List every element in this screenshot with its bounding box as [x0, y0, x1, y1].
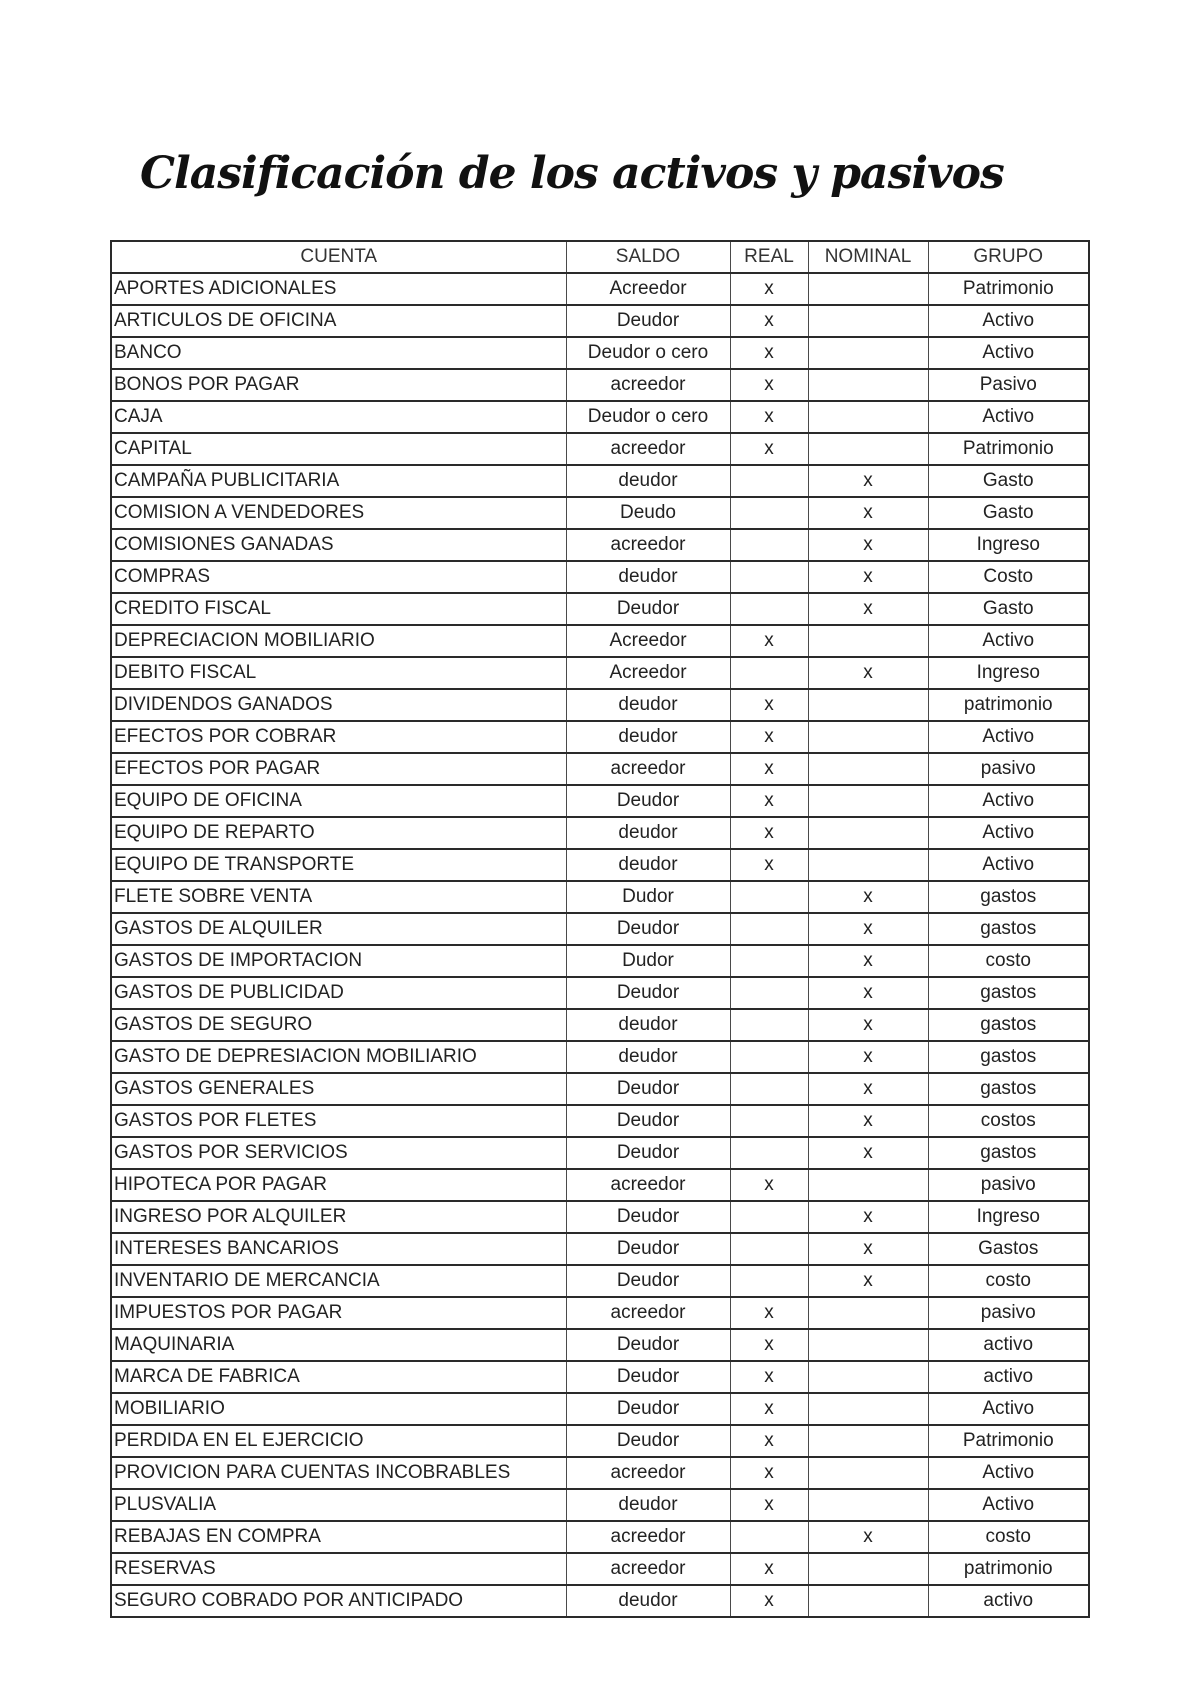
cell-real: x	[730, 1425, 808, 1457]
cell-real	[730, 1105, 808, 1137]
cell-real: x	[730, 433, 808, 465]
table-row	[111, 977, 1089, 1009]
cell-real	[730, 1265, 808, 1297]
cell-cuenta: EQUIPO DE TRANSPORTE	[111, 849, 566, 881]
cell-grupo: Pasivo	[928, 369, 1089, 401]
cell-real	[730, 593, 808, 625]
cell-grupo: gastos	[928, 1073, 1089, 1105]
cell-nominal	[808, 1393, 928, 1425]
table-row	[111, 1233, 1089, 1265]
cell-grupo: Patrimonio	[928, 433, 1089, 465]
cell-cuenta: EQUIPO DE REPARTO	[111, 817, 566, 849]
cell-grupo: pasivo	[928, 753, 1089, 785]
cell-nominal: x	[808, 1521, 928, 1553]
cell-cuenta: CAMPAÑA PUBLICITARIA	[111, 465, 566, 497]
cell-cuenta: GASTOS DE SEGURO	[111, 1009, 566, 1041]
cell-nominal	[808, 1585, 928, 1617]
table-row	[111, 1009, 1089, 1041]
table-row	[111, 1521, 1089, 1553]
cell-grupo: costo	[928, 945, 1089, 977]
cell-real: x	[730, 369, 808, 401]
cell-grupo: activo	[928, 1361, 1089, 1393]
cell-nominal: x	[808, 593, 928, 625]
cell-grupo: gastos	[928, 977, 1089, 1009]
cell-nominal	[808, 337, 928, 369]
cell-nominal: x	[808, 1073, 928, 1105]
cell-saldo: acreedor	[566, 1457, 730, 1489]
cell-nominal: x	[808, 529, 928, 561]
cell-saldo: Dudor	[566, 881, 730, 913]
cell-grupo: Activo	[928, 1457, 1089, 1489]
cell-cuenta: COMISION A VENDEDORES	[111, 497, 566, 529]
cell-grupo: Activo	[928, 1393, 1089, 1425]
table-row	[111, 369, 1089, 401]
table-row	[111, 1361, 1089, 1393]
cell-real: x	[730, 817, 808, 849]
cell-saldo: acreedor	[566, 1297, 730, 1329]
cell-nominal	[808, 753, 928, 785]
cell-grupo: Patrimonio	[928, 273, 1089, 305]
table-row	[111, 497, 1089, 529]
table-row	[111, 1393, 1089, 1425]
table-row	[111, 1169, 1089, 1201]
cell-cuenta: INTERESES BANCARIOS	[111, 1233, 566, 1265]
cell-cuenta: MARCA DE FABRICA	[111, 1361, 566, 1393]
cell-saldo: acreedor	[566, 753, 730, 785]
cell-cuenta: DEBITO FISCAL	[111, 657, 566, 689]
cell-real: x	[730, 1585, 808, 1617]
cell-real: x	[730, 1457, 808, 1489]
cell-cuenta: DEPRECIACION MOBILIARIO	[111, 625, 566, 657]
cell-real: x	[730, 625, 808, 657]
cell-nominal: x	[808, 561, 928, 593]
cell-saldo: deudor	[566, 849, 730, 881]
cell-cuenta: EFECTOS POR COBRAR	[111, 721, 566, 753]
cell-nominal	[808, 1361, 928, 1393]
cell-saldo: deudor	[566, 1009, 730, 1041]
cell-real: x	[730, 305, 808, 337]
cell-nominal: x	[808, 1233, 928, 1265]
cell-nominal	[808, 721, 928, 753]
cell-saldo: deudor	[566, 465, 730, 497]
cell-real	[730, 881, 808, 913]
cell-nominal: x	[808, 1201, 928, 1233]
cell-real	[730, 1233, 808, 1265]
cell-cuenta: APORTES ADICIONALES	[111, 273, 566, 305]
cell-cuenta: BONOS POR PAGAR	[111, 369, 566, 401]
cell-real: x	[730, 1489, 808, 1521]
cell-cuenta: GASTOS DE ALQUILER	[111, 913, 566, 945]
cell-nominal: x	[808, 913, 928, 945]
page-title: Clasificación de los activos y pasivos	[140, 148, 1004, 199]
cell-real: x	[730, 1329, 808, 1361]
cell-real	[730, 1041, 808, 1073]
cell-grupo: costo	[928, 1521, 1089, 1553]
cell-real: x	[730, 689, 808, 721]
cell-cuenta: GASTO DE DEPRESIACION MOBILIARIO	[111, 1041, 566, 1073]
cell-saldo: Dudor	[566, 945, 730, 977]
cell-cuenta: EQUIPO DE OFICINA	[111, 785, 566, 817]
cell-real	[730, 1009, 808, 1041]
cell-nominal	[808, 689, 928, 721]
table-row	[111, 785, 1089, 817]
table-row	[111, 1201, 1089, 1233]
cell-nominal: x	[808, 1105, 928, 1137]
table-row	[111, 337, 1089, 369]
cell-nominal	[808, 1553, 928, 1585]
cell-real: x	[730, 849, 808, 881]
cell-saldo: acreedor	[566, 1553, 730, 1585]
table-body	[111, 273, 1089, 1617]
table-row	[111, 817, 1089, 849]
cell-nominal	[808, 625, 928, 657]
cell-real: x	[730, 401, 808, 433]
table-row	[111, 1425, 1089, 1457]
cell-cuenta: MAQUINARIA	[111, 1329, 566, 1361]
cell-grupo: Activo	[928, 337, 1089, 369]
cell-saldo: Deudor	[566, 1393, 730, 1425]
cell-cuenta: GASTOS GENERALES	[111, 1073, 566, 1105]
table-row	[111, 401, 1089, 433]
cell-grupo: gastos	[928, 913, 1089, 945]
cell-saldo: Deudor	[566, 1329, 730, 1361]
cell-grupo: costos	[928, 1105, 1089, 1137]
cell-nominal	[808, 305, 928, 337]
table-row	[111, 273, 1089, 305]
table-row	[111, 465, 1089, 497]
cell-grupo: Gastos	[928, 1233, 1089, 1265]
cell-nominal	[808, 817, 928, 849]
cell-cuenta: PROVICION PARA CUENTAS INCOBRABLES	[111, 1457, 566, 1489]
table-header	[111, 241, 1089, 273]
cell-cuenta: FLETE SOBRE VENTA	[111, 881, 566, 913]
cell-real: x	[730, 273, 808, 305]
table-row	[111, 593, 1089, 625]
cell-cuenta: PLUSVALIA	[111, 1489, 566, 1521]
cell-saldo: Deudor	[566, 305, 730, 337]
cell-nominal	[808, 1457, 928, 1489]
cell-real: x	[730, 1297, 808, 1329]
cell-saldo: deudor	[566, 1489, 730, 1521]
cell-cuenta: MOBILIARIO	[111, 1393, 566, 1425]
cell-saldo: deudor	[566, 1585, 730, 1617]
header-saldo: SALDO	[566, 241, 730, 273]
cell-real: x	[730, 721, 808, 753]
table-row	[111, 1585, 1089, 1617]
cell-grupo: Activo	[928, 785, 1089, 817]
cell-grupo: activo	[928, 1329, 1089, 1361]
table-row	[111, 561, 1089, 593]
cell-grupo: gastos	[928, 1009, 1089, 1041]
cell-saldo: acreedor	[566, 529, 730, 561]
cell-real: x	[730, 337, 808, 369]
cell-saldo: Deudo	[566, 497, 730, 529]
cell-real: x	[730, 785, 808, 817]
cell-grupo: Activo	[928, 625, 1089, 657]
cell-real	[730, 1201, 808, 1233]
table-row	[111, 305, 1089, 337]
table-row	[111, 1137, 1089, 1169]
cell-real	[730, 657, 808, 689]
cell-saldo: Deudor	[566, 1233, 730, 1265]
cell-grupo: Ingreso	[928, 1201, 1089, 1233]
table-row	[111, 1265, 1089, 1297]
table-row	[111, 721, 1089, 753]
cell-saldo: deudor	[566, 561, 730, 593]
cell-grupo: gastos	[928, 1041, 1089, 1073]
cell-real	[730, 913, 808, 945]
table-row	[111, 753, 1089, 785]
cell-real	[730, 561, 808, 593]
table-row	[111, 1457, 1089, 1489]
cell-cuenta: DIVIDENDOS GANADOS	[111, 689, 566, 721]
cell-nominal	[808, 369, 928, 401]
cell-real	[730, 497, 808, 529]
cell-nominal	[808, 1297, 928, 1329]
cell-real: x	[730, 1169, 808, 1201]
cell-nominal	[808, 401, 928, 433]
cell-saldo: acreedor	[566, 369, 730, 401]
cell-grupo: patrimonio	[928, 1553, 1089, 1585]
cell-real	[730, 529, 808, 561]
cell-saldo: acreedor	[566, 1521, 730, 1553]
cell-grupo: gastos	[928, 1137, 1089, 1169]
cell-nominal	[808, 785, 928, 817]
cell-grupo: pasivo	[928, 1297, 1089, 1329]
cell-nominal	[808, 433, 928, 465]
cell-cuenta: INGRESO POR ALQUILER	[111, 1201, 566, 1233]
table-row	[111, 529, 1089, 561]
cell-grupo: pasivo	[928, 1169, 1089, 1201]
cell-cuenta: ARTICULOS DE OFICINA	[111, 305, 566, 337]
table-row	[111, 1105, 1089, 1137]
cell-saldo: deudor	[566, 1041, 730, 1073]
cell-cuenta: GASTOS DE IMPORTACION	[111, 945, 566, 977]
cell-cuenta: CREDITO FISCAL	[111, 593, 566, 625]
cell-real	[730, 977, 808, 1009]
cell-cuenta: GASTOS POR FLETES	[111, 1105, 566, 1137]
cell-saldo: Deudor	[566, 1105, 730, 1137]
cell-grupo: Ingreso	[928, 657, 1089, 689]
table-row	[111, 1553, 1089, 1585]
table-row	[111, 625, 1089, 657]
cell-grupo: Activo	[928, 721, 1089, 753]
table-row	[111, 849, 1089, 881]
cell-cuenta: COMPRAS	[111, 561, 566, 593]
cell-saldo: deudor	[566, 689, 730, 721]
cell-nominal: x	[808, 1009, 928, 1041]
cell-cuenta: EFECTOS POR PAGAR	[111, 753, 566, 785]
cell-nominal: x	[808, 945, 928, 977]
cell-grupo: Activo	[928, 817, 1089, 849]
cell-saldo: Deudor	[566, 1137, 730, 1169]
cell-nominal: x	[808, 1041, 928, 1073]
cell-cuenta: RESERVAS	[111, 1553, 566, 1585]
cell-grupo: gastos	[928, 881, 1089, 913]
cell-real	[730, 1521, 808, 1553]
cell-grupo: Costo	[928, 561, 1089, 593]
cell-grupo: Activo	[928, 1489, 1089, 1521]
cell-saldo: Deudor	[566, 1073, 730, 1105]
cell-saldo: Deudor	[566, 1425, 730, 1457]
cell-nominal	[808, 273, 928, 305]
cell-nominal: x	[808, 465, 928, 497]
header-real: REAL	[730, 241, 808, 273]
cell-nominal	[808, 1425, 928, 1457]
cell-cuenta: INVENTARIO DE MERCANCIA	[111, 1265, 566, 1297]
cell-saldo: acreedor	[566, 433, 730, 465]
cell-saldo: Deudor o cero	[566, 401, 730, 433]
cell-saldo: Deudor	[566, 785, 730, 817]
cell-saldo: acreedor	[566, 1169, 730, 1201]
cell-cuenta: SEGURO COBRADO POR ANTICIPADO	[111, 1585, 566, 1617]
table-row	[111, 433, 1089, 465]
cell-nominal: x	[808, 1137, 928, 1169]
cell-saldo: Deudor o cero	[566, 337, 730, 369]
cell-nominal: x	[808, 881, 928, 913]
header-row	[111, 241, 1089, 273]
cell-real	[730, 945, 808, 977]
cell-nominal	[808, 849, 928, 881]
cell-grupo: Activo	[928, 305, 1089, 337]
cell-real	[730, 1137, 808, 1169]
cell-real: x	[730, 753, 808, 785]
cell-saldo: Deudor	[566, 1265, 730, 1297]
cell-nominal	[808, 1169, 928, 1201]
table-row	[111, 657, 1089, 689]
cell-grupo: Ingreso	[928, 529, 1089, 561]
cell-grupo: Activo	[928, 849, 1089, 881]
cell-saldo: Acreedor	[566, 273, 730, 305]
cell-cuenta: REBAJAS EN COMPRA	[111, 1521, 566, 1553]
header-grupo: GRUPO	[928, 241, 1089, 273]
cell-nominal	[808, 1329, 928, 1361]
cell-grupo: costo	[928, 1265, 1089, 1297]
cell-grupo: Gasto	[928, 497, 1089, 529]
cell-grupo: patrimonio	[928, 689, 1089, 721]
cell-cuenta: CAJA	[111, 401, 566, 433]
cell-saldo: Deudor	[566, 977, 730, 1009]
cell-cuenta: IMPUESTOS POR PAGAR	[111, 1297, 566, 1329]
table-row	[111, 1297, 1089, 1329]
cell-nominal: x	[808, 497, 928, 529]
cell-saldo: Acreedor	[566, 625, 730, 657]
cell-real	[730, 1073, 808, 1105]
cell-grupo: Gasto	[928, 593, 1089, 625]
cell-saldo: Deudor	[566, 593, 730, 625]
cell-nominal: x	[808, 657, 928, 689]
cell-nominal	[808, 1489, 928, 1521]
table-row	[111, 1073, 1089, 1105]
table-row	[111, 945, 1089, 977]
cell-nominal: x	[808, 977, 928, 1009]
cell-saldo: Deudor	[566, 913, 730, 945]
cell-cuenta: GASTOS POR SERVICIOS	[111, 1137, 566, 1169]
cell-grupo: activo	[928, 1585, 1089, 1617]
accounts-table	[110, 240, 1090, 1618]
cell-cuenta: CAPITAL	[111, 433, 566, 465]
cell-saldo: deudor	[566, 817, 730, 849]
table-row	[111, 1489, 1089, 1521]
table-row	[111, 1041, 1089, 1073]
cell-real: x	[730, 1553, 808, 1585]
cell-cuenta: HIPOTECA POR PAGAR	[111, 1169, 566, 1201]
cell-grupo: Patrimonio	[928, 1425, 1089, 1457]
cell-cuenta: GASTOS DE PUBLICIDAD	[111, 977, 566, 1009]
cell-saldo: deudor	[566, 721, 730, 753]
cell-cuenta: COMISIONES GANADAS	[111, 529, 566, 561]
cell-grupo: Activo	[928, 401, 1089, 433]
cell-cuenta: PERDIDA EN EL EJERCICIO	[111, 1425, 566, 1457]
table-row	[111, 881, 1089, 913]
table-row	[111, 689, 1089, 721]
cell-real	[730, 465, 808, 497]
cell-real: x	[730, 1393, 808, 1425]
header-cuenta: CUENTA	[111, 241, 566, 273]
table-row	[111, 913, 1089, 945]
header-nominal: NOMINAL	[808, 241, 928, 273]
cell-nominal: x	[808, 1265, 928, 1297]
cell-saldo: Deudor	[566, 1201, 730, 1233]
cell-cuenta: BANCO	[111, 337, 566, 369]
cell-saldo: Deudor	[566, 1361, 730, 1393]
cell-grupo: Gasto	[928, 465, 1089, 497]
cell-real: x	[730, 1361, 808, 1393]
table-row	[111, 1329, 1089, 1361]
cell-saldo: Acreedor	[566, 657, 730, 689]
